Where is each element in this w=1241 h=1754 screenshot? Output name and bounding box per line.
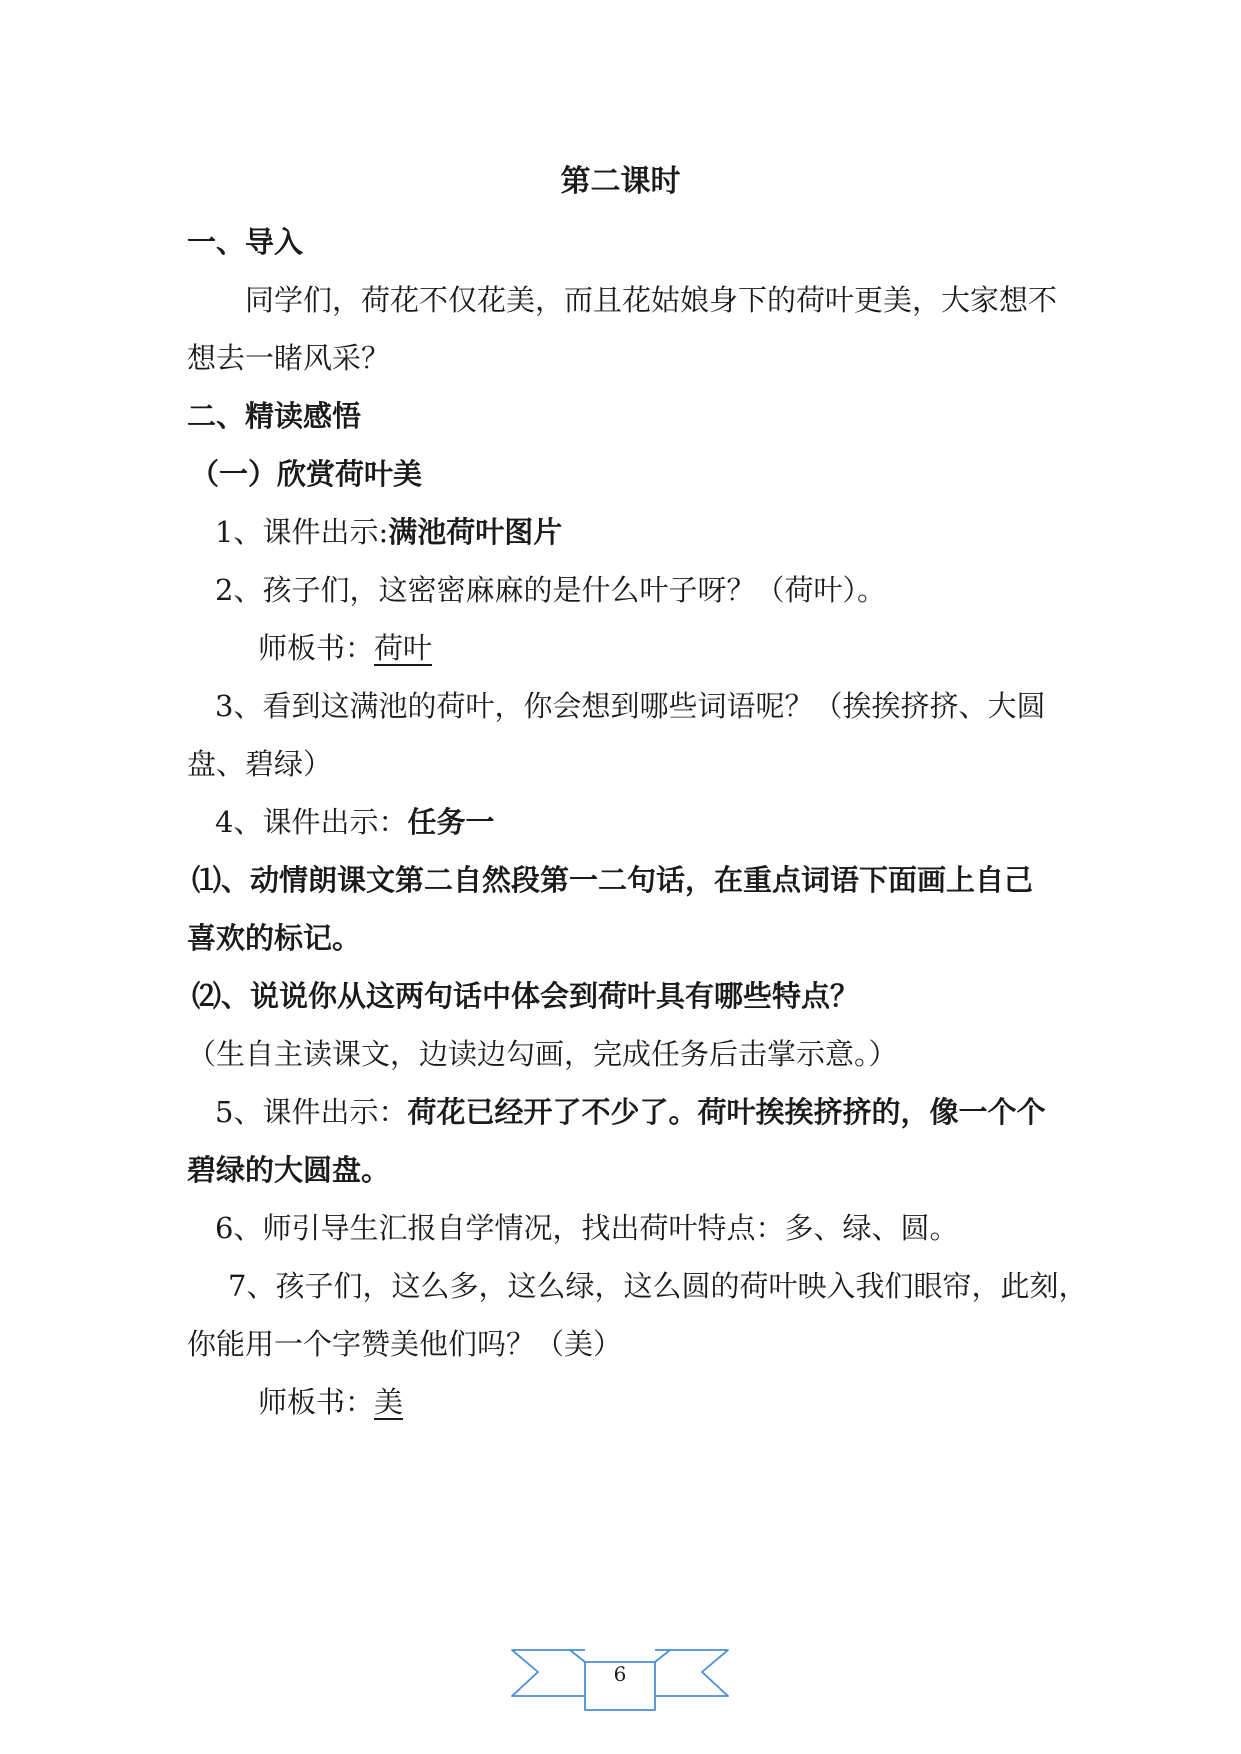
student-activity-note: （生自主读课文，边读边勾画，完成任务后击掌示意。） xyxy=(187,1037,898,1071)
paragraph-intro-line-1: 同学们，荷花不仅花美，而且花姑娘身下的荷叶更美，大家想不 xyxy=(245,283,1058,317)
item-5-line-1 xyxy=(215,1092,1045,1132)
item-7-line-1: 7、孩子们，这么多，这么绿，这么圆的荷叶映入我们眼帘，此刻， xyxy=(228,1269,1088,1303)
item-4 xyxy=(215,802,494,842)
item-1 xyxy=(215,512,562,552)
page-title: 第二课时 xyxy=(560,164,681,199)
item-2: 2、孩子们，这密密麻麻的是什么叶子呀？（荷叶）。 xyxy=(215,573,886,607)
blackboard-note-1 xyxy=(258,628,432,668)
item-3-line-2: 盘、碧绿） xyxy=(187,747,333,781)
subsection-heading: （一）欣赏荷叶美 xyxy=(190,457,423,491)
item-4-prefix: 4、课件出示： xyxy=(215,805,408,839)
blackboard-word: 美 xyxy=(374,1385,404,1419)
task-2: ⑵、说说你从这两句话中体会到荷叶具有哪些特点？ xyxy=(192,979,860,1013)
item-5-line-2: 碧绿的大圆盘。 xyxy=(187,1153,391,1187)
blackboard-word: 荷叶 xyxy=(374,631,433,665)
task-1-line-2: 喜欢的标记。 xyxy=(187,921,362,955)
item-5-prefix: 5、课件出示： xyxy=(215,1095,408,1129)
section-heading-reading: 二、精读感悟 xyxy=(187,399,362,433)
item-1-prefix: 1、课件出示: xyxy=(215,515,389,549)
item-5-emphasis: 荷花已经开了不少了。荷叶挨挨挤挤的，像一个个 xyxy=(407,1095,1046,1129)
blackboard-label: 师板书： xyxy=(258,1385,375,1419)
blackboard-note-2 xyxy=(258,1382,403,1422)
item-6: 6、师引导生汇报自学情况，找出荷叶特点：多、绿、圆。 xyxy=(215,1211,959,1245)
section-heading-intro: 一、导入 xyxy=(187,225,304,259)
item-3-line-1: 3、看到这满池的荷叶，你会想到哪些词语呢？（挨挨挤挤、大圆 xyxy=(215,689,1046,723)
task-1-line-1: ⑴、动情朗课文第二自然段第一二句话，在重点词语下面画上自己 xyxy=(192,863,1034,897)
page-number-ribbon xyxy=(510,1640,730,1720)
blackboard-label: 师板书： xyxy=(258,631,375,665)
page-number: 6 xyxy=(613,1662,627,1686)
item-4-emphasis: 任务一 xyxy=(407,805,495,839)
item-1-emphasis: 满池荷叶图片 xyxy=(388,515,563,549)
paragraph-intro-line-2: 想去一睹风采？ xyxy=(187,341,391,375)
item-7-line-2: 你能用一个字赞美他们吗？（美） xyxy=(187,1327,623,1361)
